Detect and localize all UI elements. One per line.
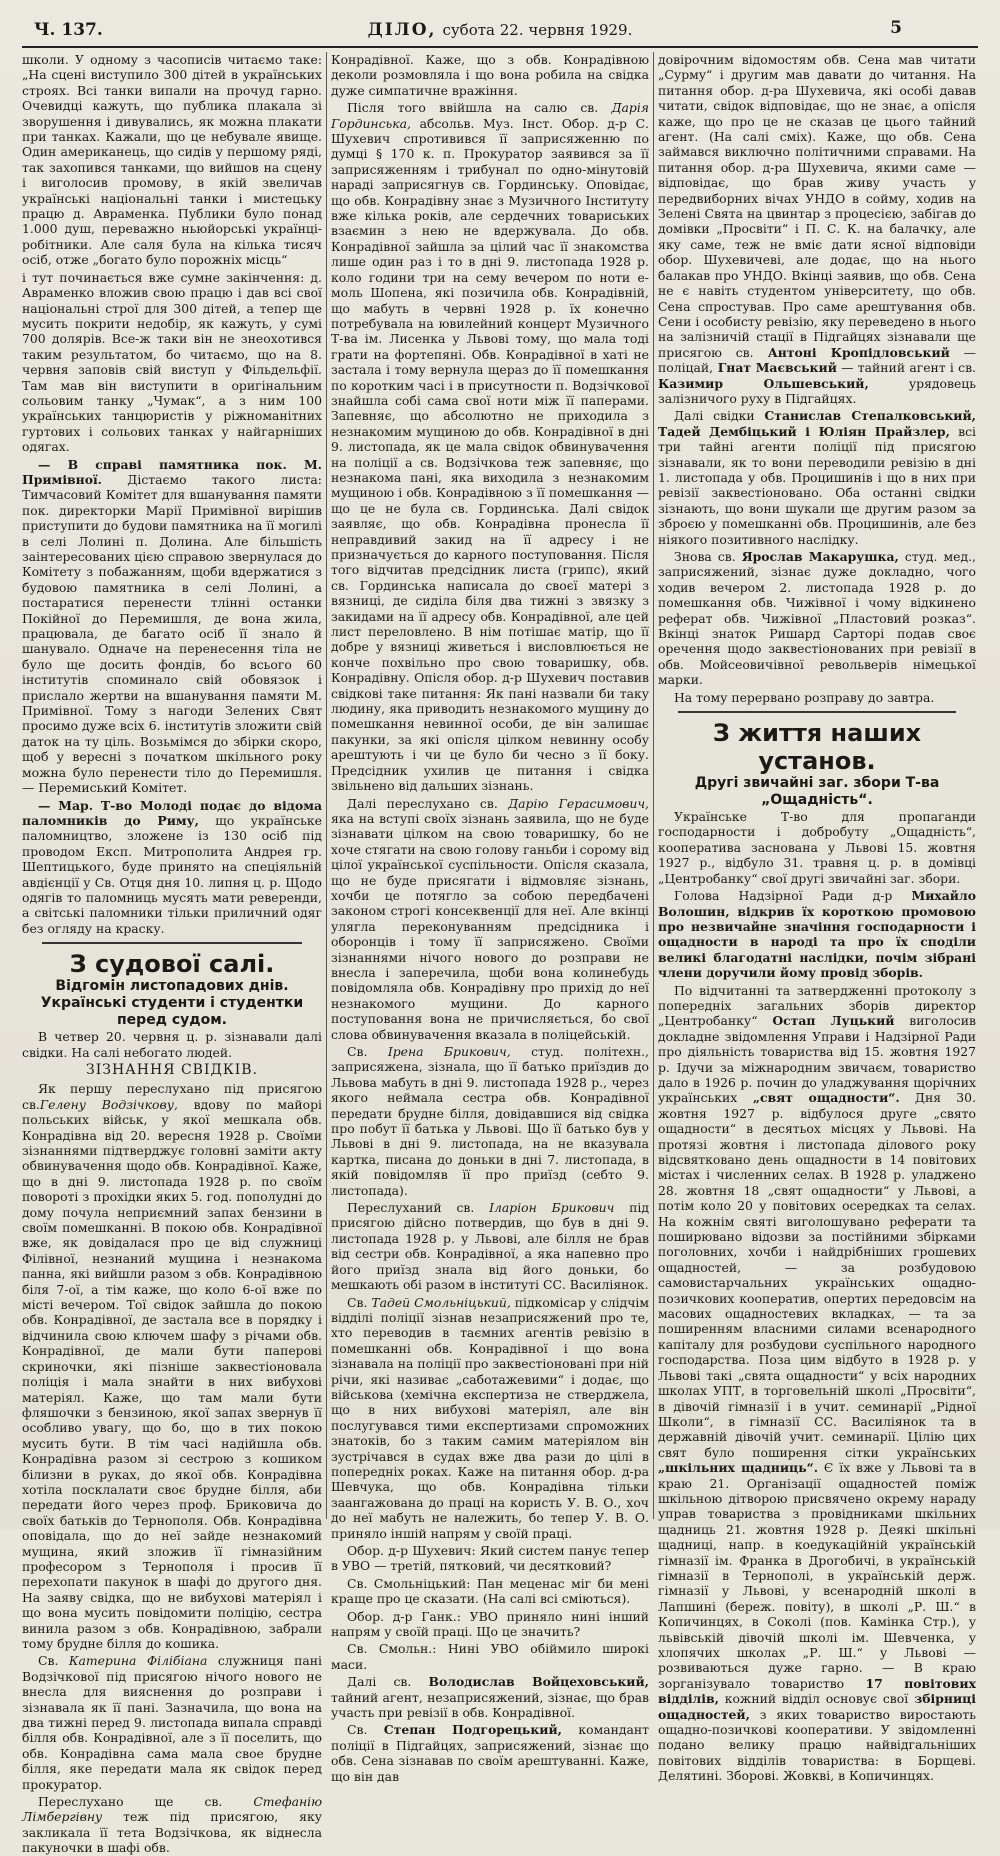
paragraph <box>331 1044 649 1198</box>
body-text: Далі переслухано св. <box>347 795 509 811</box>
paragraph: Українське Т-во для пропаганди господарности і добробуту „Ощадність“, кооператива заснована у Львові 15. жовтня 1927 р., відбуло 31. травня ц. р. в домівці „Центробанку“ свої другі звичайні заг. збори. <box>658 809 976 886</box>
person-name: Тадей Смольніцький, <box>371 1294 511 1310</box>
body-text: Дня 30. жовтня 1927 р. відбулося друге „свято ощадности“ в десятьох місцях у Львові. На протязі жовтня і листопада ділового року відсвятковано день ощадности в 14 повітових містах і численних селах. В 1928 р. уладжено 28. жовтня 18 „свят ощадности“ у Львові, а потім коло 20 у повітових осередках та селах. На кожнім святі виголошувано реферати та поширювано відозви за постійними збірками поголовних, хочби і найдрібніших грошевих ощадностей, — за розбудовою самовистарчальних українських ощадно-позичкових кооператив, опертих передовсім на масових ощадностевих вкладках, — та за поширенням власними силами всенародного капіталу для розбудови суспільного народного господарства. Поза цим відбуто в 1928 р. у Львові такі „свята ощадности“ у всіх народних школах УПТ, в торговельній школі „Просвіти“, в дівочій гімназії і в учит. семинарії „Рідної Школи“, в гімназії СС. Василіянок та в державній дівочій учит. семинарії. Цілію цих свят було поширення сітки українських <box>658 1090 977 1460</box>
column-divider <box>326 52 327 1519</box>
paragraph: Обор. д-р Шухевич: Який систем панує тепер в УВО — третій, пятковий, чи десятковий? <box>331 1543 649 1574</box>
body-text: урядовець залізничого руху в Підгайцях. <box>658 375 976 406</box>
paragraph: школи. У одному з часописів читаємо таке: „На сцені виступило 300 дітей в українських строях. Всі танки випали на прочуд гарно. Очевидці кажуть, що публика плакала зі зворушення і дивувались, як можна плакати при танках. Кажали, що це небувале явище. Один американець, що сидів у першому ряді, так захопився танками, що вийшов на сцену і виголосив промову, в якій звеличав українські національні танки і мистецьку працю д. Авраменка. Публики було понад 1.000 душ, переважно ньюйорські українці-робітники. Але саля була на кілька тисяч осіб, отже „богато було порожніх місць“ <box>22 52 322 268</box>
issue-date: субота 22. червня 1929. <box>442 21 633 39</box>
person-name: Іларіон Брикович <box>489 1200 615 1216</box>
body-text: Знова св. <box>674 549 742 564</box>
body-text: Далі свідки <box>674 408 765 424</box>
body-text: всі три тайні агенти поліції під присягою зізнавали, як то вони переводили ревізію в дні 1. листопада у обв. Процишинів і що в них при ревізії заквестіоновано. Оба останні свідки зізнають, що вони шукали ще другим разом за зброєю у помешканні обв. Процишинів, але без ніякого позитивного наслідку. <box>658 423 976 547</box>
person-name: Дарія Гординська, <box>331 100 649 131</box>
column-3 <box>658 52 977 1784</box>
body-text: — тайний агент і св. <box>836 360 976 376</box>
column-2 <box>331 52 650 1784</box>
paragraph <box>22 1081 322 1651</box>
person-name: Ірена Брикович, <box>387 1044 511 1059</box>
paragraph: На тому перервано розправу до завтра. <box>674 689 935 705</box>
body-text: кожний відділ основує свої <box>718 1691 909 1707</box>
paragraph <box>331 100 649 793</box>
columns <box>22 52 978 1856</box>
body-text: Св. <box>347 1044 388 1059</box>
person-name: Ярослав Макарушка, <box>741 549 899 564</box>
article-headline: Другі звичайні заг. збори Т-ва „Ощадність“. <box>694 775 940 809</box>
person-name: Антоні Кропідловський <box>753 344 950 360</box>
emphasis: „свят ощадности“. <box>737 1090 900 1106</box>
person-name: Дарію Герасимович, <box>508 795 649 811</box>
person-name: Остап Луцький <box>772 1013 895 1029</box>
person-name: Казимир Ольшевський, <box>658 375 869 391</box>
body-text: Як першу переслухано під присягою св. <box>22 1081 322 1112</box>
newspaper-title: ДІЛО, <box>367 20 437 40</box>
paragraph: і тут починається вже сумне закінчення: д. Авраменко вложив свою працю і дав всі свої національні строї для 300 дітей, а тепер ще мусить покрити недобір, як кажуть, у сумі 700 долярів. Все-ж таки він не знеохотився таким результатом, бо читаємо, що на 8. червня заповів свій виступ у Фільдельфії. Там мав він виступити в оригінальним сольовим танку „Чумак“, а з ним 100 українських танцюристів у ріжноманітних гуртових і сольових танках у найгарніших одягах. <box>22 269 322 455</box>
body-text: тайний агент, незаприсяжений, зізнає, що брав участь при ревізії в обв. Конрадівної. <box>331 1689 649 1721</box>
lead-in: — В справі памятника пок. М. Примівної. <box>22 456 322 487</box>
paragraph <box>331 1674 649 1720</box>
person-name: Катерина Філібіана <box>68 1653 208 1669</box>
body-text: служниця пані Водзічкової під присягою нічого нового не внесла для вияснення до розправи і зізнавала як її пані. Зазначила, що вона на два тижні перед 9. листопада випала справді білля обв. Конрадівної, але з її поселить, що обв. Конрадівна сама мала свое брудне білля, яке передати мала як свідок перед прокуратор. <box>22 1653 322 1792</box>
body-text: Св. <box>347 1722 384 1738</box>
body-text: яка на вступі своїх зізнань заявила, що не буде зізнавати цілком на свою товаришку, бо не хоче стягати на свою голову ганьби і сорому від цілої української суспільности. Опісля сказала, що не буде присягати і відмовляє зізнань, хочби це потягло за собою передбачені законом строгі консеквенції для неї. Але вкінці уляглa переконуванням предсідника і оборонців і тому її заприсяжено. Своїми зізнаннями нічого нового до розправи не внесла і заперечила, щоби вона колинебудь повідомляла обв. Конрадівну про прихід до неї незнакомого мущини. До карного поступовання вона не причисляється, бо свої слова обвинувачення вказала в поліцейській. <box>331 810 649 1042</box>
paragraph <box>331 796 649 1043</box>
section-subheading: Відгомін листопадових днів. <box>55 978 289 995</box>
body-text: По відчитанні та затвердженні протоколу з попередніх загальних зборів директор „Центробанку“ <box>658 982 976 1029</box>
page-number: 5 <box>890 18 902 38</box>
section-heading: З судової салі. <box>69 950 275 979</box>
body-text: відкрив їх короткою промовою про незвичайне значіння господарности і ощадности в народі та про їх споділи великі благодатні наслідки, почім зібрані члени доручили йому провід зборів. <box>658 903 976 981</box>
body-text: Далі св. <box>347 1674 429 1690</box>
paragraph <box>658 549 976 688</box>
body-text: Дістаємо такого листа: Тимчасовий Комітет для вшанування памяти пок. директорки Марії Примівної вирішив приступити до будови памятника на її могилі в селі Лолині п. Долина. Але більшість заінтересованих цією справою звернулася до Комітету з побажанням, щоби вдержатися з будовою памятника в селі Лолині, а постаратися перенести тлінні останки Покійної до Перемишля, де вона жила, працювала, де багато осіб її знало й шанувало. Одначе на перенесення тіла не було ще досить фондів, бо всього 60 інститутів споминало свій обовязок і прислало жертви на вшанування памяти М. Примівної. Тому з нагоди Зелених Свят просимо дуже всіх 6. інститутів зложити свій даток на ту ціль. Возьмімся до збірки скоро, щоб у вересні з початком шкільного року можна було перенести тіло до Перемишля. — Перемиський Комітет. <box>22 471 322 796</box>
body-text: підкомісар у слідчім відділі поліції зізнав незаприсяжений про те, хто переводив в таємних агентів ревізію в помешканні обв. Конрадівної і що вона зізнавала на поліції про заквестіоновані при ній річи, які називає „саботажевими“ і додає, що військова (хемічна експертиза не стверджела, що в них вибухові матеріял, але він послугувався тими експертизами спроможних знатоків, бо з таким самим матеріялом він зустрічався в судах вже два рази до цілі в попередніх роках. Каже на питання обор. д-ра Шевчука, що обв. Конрадівна тільки заангажована до праці на користь У. В. О., хоч до неї мабуть не належить, бо тепер У. В. О. приняло іншій напрям у своїй праці. <box>331 1294 650 1541</box>
paragraph: Конрадівної. Каже, що з обв. Конрадівною деколи розмовляла і що вона робила на свідка дуже симпатичне вражіння. <box>331 52 649 98</box>
paragraph <box>658 888 976 980</box>
section-rule <box>42 942 302 944</box>
body-text: Після того ввійшла на салю св. <box>347 100 612 116</box>
page-header <box>22 18 978 48</box>
paragraph <box>22 1794 322 1856</box>
paragraph: Св. Смольніцький: Пан меценас міг би мені краще про це сказати. (На салі всі сміються). <box>331 1575 649 1607</box>
paragraph: Обор. д-р Ганк.: УВО приняло нині інший напрям у своїй праці. Що це значить? <box>331 1608 649 1640</box>
paragraph <box>331 1200 649 1292</box>
emphasis: „шкільних щадниць“. <box>658 1460 819 1476</box>
body-text: теж під присягою, яку закликала її тета Водзічкова, як віднесла пакуночки в шафі обв. <box>22 1809 322 1856</box>
person-name: Стефанію Лімбергівну <box>22 1794 322 1825</box>
paragraph <box>658 52 976 406</box>
section-heading: З життя наших установ. <box>712 719 922 776</box>
column-1 <box>22 52 322 1856</box>
paragraph <box>22 1653 322 1792</box>
body-text: з яких товариство виростають ощадно-позичкові кооперативи. У звідомленні подано велику працю найвідгальніших повітових відділів товариства: в Борщеві. Делятині. Зборові. Жовкві, в Копичинцях. <box>658 1706 976 1784</box>
body-text: командант поліції в Підгайцях, заприсяжений, зізнає що обв. Сена зізнавав по своїм арештуванні. Каже, що він дав <box>331 1722 649 1784</box>
person-name: Володислав Войцеховський, <box>428 1674 649 1690</box>
masthead <box>22 20 978 40</box>
paragraph <box>22 798 322 937</box>
body-text: Є їх вже у Львові та в краю 21. Організації ощадностей поміж шкільною дітворою присвячено окрему нараду управ товариства з провідниками шкільних щадниць 21. жовтня 1928 р. Деякі шкільні щадниці, напр. в коедукаційній українській гімназії ім. Франка в Дрогобичі, в українській гімназії в Тернополі, в українській держ. гімназії у Львові, у всенародній школі в Лапшині (береж. повіту), в школі „Р. Ш.“ в Копичинцях, в Соколі (пов. Камінка Стр.), у львівській дівочій школі ім. Шевченка, у хлопячих школах „Р. Ш.“ у Львові — розвиваються дуже гарно. — В краю зорганізувало товариство <box>658 1460 976 1691</box>
paragraph: Св. Смольн.: Нині УВО обіймило широкі маси. <box>331 1641 649 1672</box>
body-text: абсольв. Муз. Інст. Обор. д-р С. Шухевич спротивився її заприсяженню по думці § 170 к. п. Прокуратор заявився за її заприсяженням і трибунал по одно-мінутовій нараді заприсягнув св. Гординську. Оповідає, що обв. Конрадівну знає з Музичного Інституту вже кілька років, але сердечних товариських взаємин з нею не вдержувала. До обв. Конрадівної зайшла за цілий час її знакомства лише один раз і то в дні 9. листопада 1928 р. коло години три на сему вечером по ноти е-моль Шопена, які позичила обв. Конрадівній, що мабуть в червні 1928 р. їх конечно потребувала на ювилейний концерт Музичного Т-ва ім. Лисенка у Львові тому, що мала тоді грати на фортепяні. Обв. Конрадівної в хаті не застала і тому вернула щераз до її помешкання по коротким часі і в присутности п. Водзічкової знайшла собі сама свої ноти між її паперами. Запевняє, що абсолютно не приходила з незнакомим мущиною до обв. Конрадівної в дні 9. листопада, як це мала свідок обвинувачення на поліції а св. Водзічкова теж запевняє, що незнакома пані, яка виходила з незнакомим мущиною і обв. Конрадівною з її помешкання — що це не була св. Гординська. Далі свідок заявляє, що обв. Конрадівна пронесла її неправдивий закид на її адресу і не призначується до карного поступовання. Після того відчитав предсідник листа (грипс), який св. Гординська написала до своєї матері з вязниці, де сиділа біля два тижні з звязку з закидами на її адресу обв. Конрадівної, але цей лист переловлено. В нім потішає матір, що її добре у вязниці живеться і висловлюється не конче похвільно про свою товаришку, обв. Конрадівну. Опісля обор. д-р Шухевич поставив свідкові таке питання: Як пані назвали би таку людину, яка приводить незнакомого мущину до помешкання невинної особи, де він залишає пакунки, за які опісля цілком невинну особу арештують і чи це було би чесно з її боку. Предсідник ухилив це питання і свідка звільнено від дальших зізнань. <box>331 115 649 794</box>
paragraph <box>331 1295 649 1542</box>
body-text: Св. <box>38 1653 69 1669</box>
body-text: виголосив докладне звідомлення Управи і Надзірної Ради про діяльність товариства від 15. жовтня 1927 р. Ідучи за міжнародним звичаєм, товариство дало в 1926 р. почин до уладжування щорічних українських <box>658 1013 976 1106</box>
paragraph <box>331 1722 649 1784</box>
paragraph <box>658 983 976 1784</box>
body-text: Переслуханий св. <box>347 1200 490 1216</box>
body-text: — поліцай, <box>658 344 976 376</box>
paragraph: В четвер 20. червня ц. р. зізнавали далі свідки. На салі небогато людей. <box>22 1029 322 1060</box>
emphasis: збірниці ощадностей, <box>658 1691 977 1722</box>
body-text: студ. мед., заприсяжений, зізнає дуже докладно, чого ходив вечером 2. листопада 1928 р. до помешкання обв. Чижівної і чому відкинено реферат обв. Чижівної „Пластовий розказ“. Вкінці знаток Ришард Сарторі подав своє оречення щодо заквестіонованих при ревізії в обв. Мойсеовичівної револьверів німецької марки. <box>658 549 976 688</box>
body-text: вдову по майорі польських військ, у якої мешкала обв. Конрадівна від 20. вересня 1928 р. Своїми зізнаннями підтверджує головні заміти акту обвинувачення щодо обв. Конрадівної. Каже, що в дні 9. листопада 1928 р. по своїм повороті з прохідки яких 5. год. пополудні до дому почула неприємний запах бензини в своїм помешканні. В покою обв. Конрадівної вже, як довідалася про це від служниці Філівної, незнаний мущина і незнакома панна, які вийшли разом з обв. Конрадівною біля 7-ої, а тім каже, що коло 6-ої вже по місті вечером. Тої свідок зайшла до покою обв. Конрадівної, де застала все в порядку і відчинила свою ключем шафу з річами обв. Конрадівної, де мали бути паперові скриночки, які пізніше заквестіоновала поліція і мала знайти в них вибухові матеріял. Каже, що там мали бути фляшочки з бензиною, якої запах звернув її особливо увагу, що бо, що в тих покою мусить бути. В тім часі надійшла обв. Конрадівна разом зі сестрою з кошиком білизни в руках, до якої обв. Конрадівна хотіла посклалати своє брудне білля, аби передати його через проф. Бриковича до своїх батьків до Тернополя. Обв. Конрадівна оповідала, що до неї зайде незнакомий мущина, який зложив її гімназійним професором з Тернополя і просив її перехопати пакунок в шафі до другого дня. На заяву свідка, що не вибухові матеріял і що вона мусить повідомити поліцію, сестра винила разом з обв. Конрадівною, забрали тому брудне білля до кошика. <box>22 1096 322 1651</box>
person-name: Степан Подгорецький, <box>383 1722 562 1738</box>
issue-number: Ч. 137. <box>34 20 103 40</box>
body-text: під присягою дійсно потвердив, що був в дні 9. листопада 1928 р. у Львові, але білля не брав від сестри обв. Конрадівної, а яка напевно про його приїзд знала від його доньки, бо мешкають обі разом в інституті СС. Василіянок. <box>331 1200 649 1293</box>
article-headline: Українські студенти і студентки перед судом. <box>40 995 304 1029</box>
body-text: довірочним відомостям обв. Сена мав читати „Сурму“ і другим мав давати до читання. На питання обор. д-ра Шухевича, які особі давав читати, свідок відповідає, що не знає, а опісля каже, що про це не сказав це цього тайний агент. (На салі сміх). Каже, що обв. Сена займався виключно політичними справами. На питання обор. д-ра Шухевича, якими саме — відповідає, що брав живу участь у передвиборних вічах УНДО в сойму, ходив на Зелені Свята на цвинтар з процесією, забігав до домівки „Просвіти“ і П. С. К. на балачку, але яку саме, теж не вміє дати ясної відповіди обор. Шухевичеві, але додає, що на нього балакав про УНДО. Вкінці заявив, що обв. Сена не є навіть студентом університету, що обв. Сена спростував. Про саме арештування обв. Сени і особисту ревізію, яку переведено в нього на залізничій стації в Підгайцях зізнавали ще присягою св. <box>658 52 976 360</box>
section-rule <box>678 711 956 713</box>
paragraph <box>22 457 322 796</box>
subheading-testimony: ЗІЗНАННЯ СВІДКІВ. <box>86 1061 258 1078</box>
paragraph <box>658 408 976 547</box>
body-text: студ. політехн., заприсяжена, зізнала, що її батько приїздив до Львова мабуть в дні 9. листопада 1928 р., через якого неймала сестра обв. Конрадівної передати брудне білля, довідавшися від свідка про побут її батька у Львові. Що її батько був у Львові в дні 9. листопада, на не вказувала картка, писана до доньки в дні 7. листопада, в якій повідомляв її про приїзд (себто 9. листопада). <box>331 1044 649 1198</box>
emphasis: 17 повітових відділів, <box>658 1675 976 1707</box>
column-divider <box>653 52 654 1519</box>
person-name: Гелену Водзічкову, <box>39 1096 178 1112</box>
body-text: Св. <box>347 1294 372 1310</box>
lead-in: — Мар. Т-во Молоді подає до відома паломників до Риму, <box>22 797 322 828</box>
person-name: Гнат Маєвський <box>713 360 837 376</box>
body-text: Переслухано ще св. <box>38 1794 254 1810</box>
body-text: Голова Надзірної Ради д-р <box>674 888 912 904</box>
person-name: Михайло Волошин, <box>658 888 976 919</box>
body-text: що українське паломництво, зложене із 130 осіб під проводом Експ. Митрополита Андрея гр. Шептицького, буде принято на спеціяльній авдієнції у Св. Отця дня 10. липня ц. р. Щодо одягів то паломниць мусять мати реверенди, а світські паломники тільки приличний одяг без огляду на краску. <box>22 812 322 936</box>
person-name: Станислав Степалковський, Тадей Дембіцький і Юліян Прайзлер, <box>658 408 976 439</box>
